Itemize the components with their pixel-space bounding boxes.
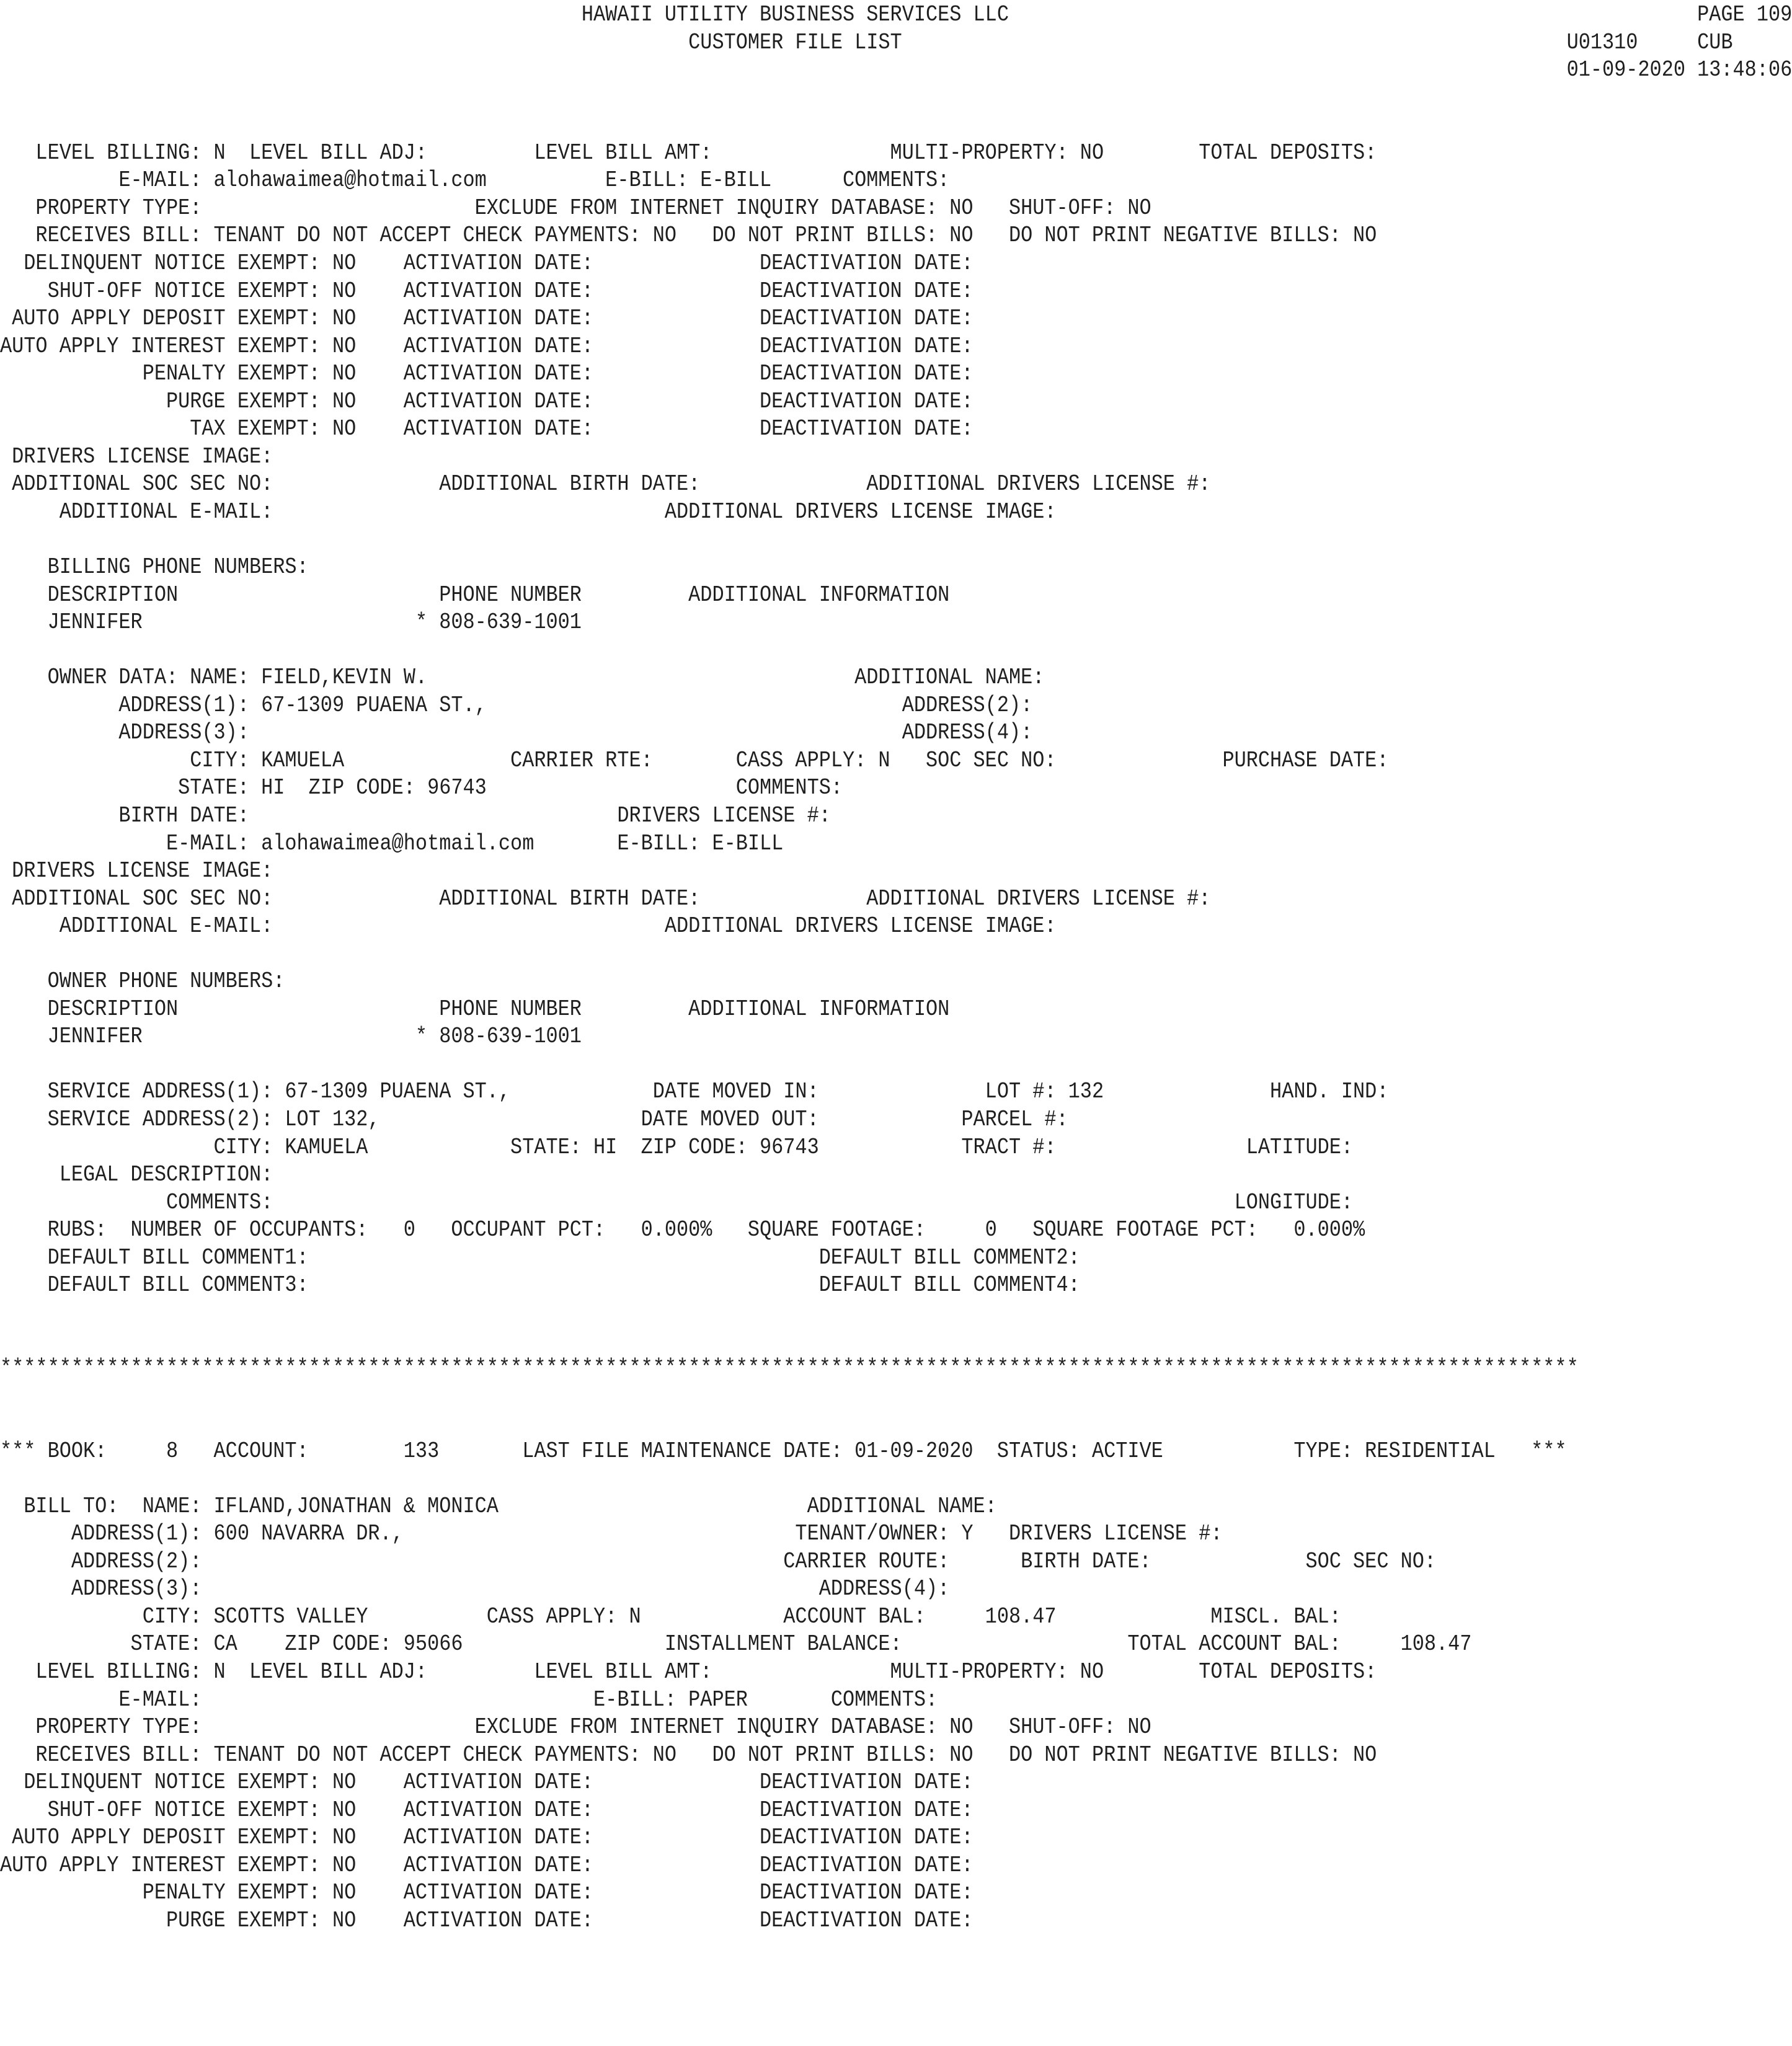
report-line: LEGAL DESCRIPTION: (0, 1162, 273, 1188)
report-line: E-MAIL: alohawaimea@hotmail.com E-BILL: E-BILL (0, 830, 784, 856)
report-line: BILL TO: NAME: IFLAND,JONATHAN & MONICA ADDITIONAL NAME: (0, 1493, 997, 1519)
report-line: E-MAIL: E-BILL: PAPER COMMENTS: (0, 1686, 938, 1712)
report-line: *** BOOK: 8 ACCOUNT: 133 LAST FILE MAINTENANCE DATE: 01-09-2020 STATUS: ACTIVE TYPE: RESIDENTIAL *** (0, 1438, 1567, 1464)
report-line: PURGE EXEMPT: NO ACTIVATION DATE: DEACTIVATION DATE: (0, 1907, 974, 1933)
report-line: DEFAULT BILL COMMENT1: DEFAULT BILL COMMENT2: (0, 1244, 1080, 1270)
report-line: ADDRESS(1): 67-1309 PUAENA ST., ADDRESS(2): (0, 692, 1033, 718)
report-line: AUTO APPLY INTEREST EXEMPT: NO ACTIVATION DATE: DEACTIVATION DATE: (0, 333, 974, 359)
report-line: OWNER PHONE NUMBERS: (0, 968, 285, 994)
report-line: STATE: CA ZIP CODE: 95066 INSTALLMENT BALANCE: TOTAL ACCOUNT BAL: 108.47 (0, 1631, 1472, 1657)
report-line: RECEIVES BILL: TENANT DO NOT ACCEPT CHECK PAYMENTS: NO DO NOT PRINT BILLS: NO DO NOT PRINT NEGATIVE BILLS: NO (0, 223, 1377, 249)
report-line: DEFAULT BILL COMMENT3: DEFAULT BILL COMMENT4: (0, 1272, 1080, 1298)
report-line: RECEIVES BILL: TENANT DO NOT ACCEPT CHECK PAYMENTS: NO DO NOT PRINT BILLS: NO DO NOT PRINT NEGATIVE BILLS: NO (0, 1742, 1377, 1768)
report-line: PENALTY EXEMPT: NO ACTIVATION DATE: DEACTIVATION DATE: (0, 361, 974, 387)
report-line: DESCRIPTION PHONE NUMBER ADDITIONAL INFORMATION (0, 582, 950, 608)
report-line: JENNIFER * 808-639-1001 (0, 609, 582, 636)
report-line: PENALTY EXEMPT: NO ACTIVATION DATE: DEACTIVATION DATE: (0, 1880, 974, 1906)
report-line: AUTO APPLY DEPOSIT EXEMPT: NO ACTIVATION DATE: DEACTIVATION DATE: (0, 306, 974, 332)
report-line: E-MAIL: alohawaimea@hotmail.com E-BILL: E-BILL COMMENTS: (0, 167, 950, 193)
report-line: LEVEL BILLING: N LEVEL BILL ADJ: LEVEL BILL AMT: MULTI-PROPERTY: NO TOTAL DEPOSITS: (0, 140, 1377, 166)
report-line: ADDITIONAL SOC SEC NO: ADDITIONAL BIRTH DATE: ADDITIONAL DRIVERS LICENSE #: (0, 885, 1211, 911)
report-header-line: 01-09-2020 13:48:06 (0, 57, 1792, 83)
report-line: BIRTH DATE: DRIVERS LICENSE #: (0, 802, 831, 828)
report-line: ************************************************************************************************************************************* (0, 1355, 1579, 1381)
report-line: ADDITIONAL E-MAIL: ADDITIONAL DRIVERS LICENSE IMAGE: (0, 913, 1057, 939)
report-header-line: HAWAII UTILITY BUSINESS SERVICES LLC PAGE 109 (0, 2, 1792, 27)
report-line: PROPERTY TYPE: EXCLUDE FROM INTERNET INQUIRY DATABASE: NO SHUT-OFF: NO (0, 1714, 1151, 1740)
report-line: ADDITIONAL SOC SEC NO: ADDITIONAL BIRTH DATE: ADDITIONAL DRIVERS LICENSE #: (0, 471, 1211, 497)
report-line: DRIVERS LICENSE IMAGE: (0, 858, 273, 884)
report-line: AUTO APPLY DEPOSIT EXEMPT: NO ACTIVATION DATE: DEACTIVATION DATE: (0, 1825, 974, 1851)
report-line: CITY: KAMUELA CARRIER RTE: CASS APPLY: N SOC SEC NO: PURCHASE DATE: (0, 747, 1389, 773)
report-line: PURGE EXEMPT: NO ACTIVATION DATE: DEACTIVATION DATE: (0, 388, 974, 414)
report-line: STATE: HI ZIP CODE: 96743 COMMENTS: (0, 775, 843, 801)
report-line: DESCRIPTION PHONE NUMBER ADDITIONAL INFORMATION (0, 996, 950, 1022)
report-line: COMMENTS: LONGITUDE: (0, 1189, 1354, 1215)
report-line: DELINQUENT NOTICE EXEMPT: NO ACTIVATION DATE: DEACTIVATION DATE: (0, 250, 974, 276)
report-line: LEVEL BILLING: N LEVEL BILL ADJ: LEVEL BILL AMT: MULTI-PROPERTY: NO TOTAL DEPOSITS: (0, 1659, 1377, 1685)
report-line: JENNIFER * 808-639-1001 (0, 1024, 582, 1050)
report-line: PROPERTY TYPE: EXCLUDE FROM INTERNET INQUIRY DATABASE: NO SHUT-OFF: NO (0, 195, 1151, 221)
report-line: CITY: SCOTTS VALLEY CASS APPLY: N ACCOUNT BAL: 108.47 MISCL. BAL: (0, 1603, 1341, 1629)
report-line: CITY: KAMUELA STATE: HI ZIP CODE: 96743 TRACT #: LATITUDE: (0, 1134, 1354, 1160)
report-line: RUBS: NUMBER OF OCCUPANTS: 0 OCCUPANT PCT: 0.000% SQUARE FOOTAGE: 0 SQUARE FOOTAGE PCT: 0.000% (0, 1217, 1365, 1243)
report-line: DELINQUENT NOTICE EXEMPT: NO ACTIVATION DATE: DEACTIVATION DATE: (0, 1769, 974, 1796)
report-line: SHUT-OFF NOTICE EXEMPT: NO ACTIVATION DATE: DEACTIVATION DATE: (0, 278, 974, 304)
report-line: SERVICE ADDRESS(1): 67-1309 PUAENA ST., DATE MOVED IN: LOT #: 132 HAND. IND: (0, 1079, 1389, 1105)
report-line: TAX EXEMPT: NO ACTIVATION DATE: DEACTIVATION DATE: (0, 416, 974, 442)
report-line: AUTO APPLY INTEREST EXEMPT: NO ACTIVATION DATE: DEACTIVATION DATE: (0, 1852, 974, 1878)
report-line: OWNER DATA: NAME: FIELD,KEVIN W. ADDITIONAL NAME: (0, 665, 1045, 691)
report-line: SHUT-OFF NOTICE EXEMPT: NO ACTIVATION DATE: DEACTIVATION DATE: (0, 1797, 974, 1823)
report-line: ADDRESS(3): ADDRESS(4): (0, 720, 1033, 746)
report-line: ADDRESS(2): CARRIER ROUTE: BIRTH DATE: SOC SEC NO: (0, 1548, 1437, 1574)
report-line: SERVICE ADDRESS(2): LOT 132, DATE MOVED OUT: PARCEL #: (0, 1107, 1068, 1132)
report-line: ADDRESS(1): 600 NAVARRA DR., TENANT/OWNER: Y DRIVERS LICENSE #: (0, 1521, 1223, 1547)
report-line: BILLING PHONE NUMBERS: (0, 554, 309, 580)
report-line: ADDRESS(3): ADDRESS(4): (0, 1576, 950, 1602)
report-line: ADDITIONAL E-MAIL: ADDITIONAL DRIVERS LICENSE IMAGE: (0, 498, 1057, 525)
report-line: DRIVERS LICENSE IMAGE: (0, 443, 273, 469)
report-header-line: CUSTOMER FILE LIST U01310 CUB (0, 29, 1733, 55)
